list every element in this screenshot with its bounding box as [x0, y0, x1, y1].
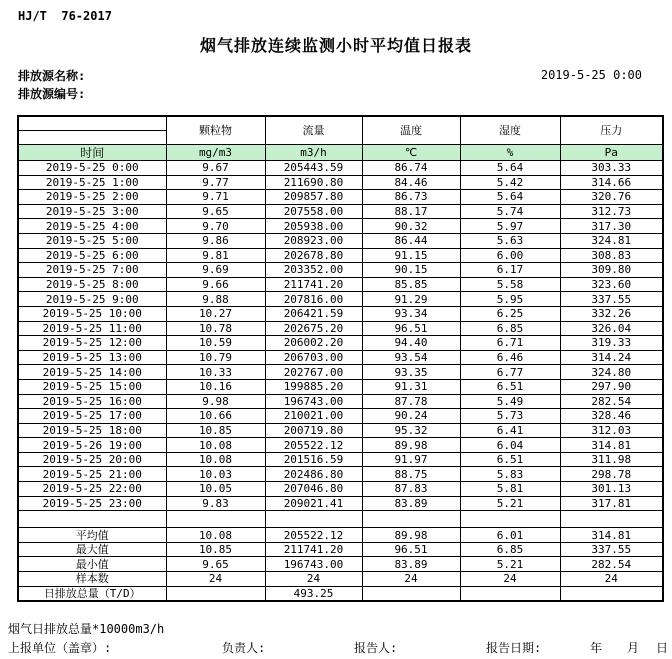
summary-value-cell: 24: [362, 572, 460, 587]
value-cell: 90.24: [362, 409, 460, 424]
value-cell: 317.30: [560, 219, 663, 234]
value-cell: 9.88: [166, 292, 265, 307]
table-row: [18, 233, 663, 248]
value-cell: 10.27: [166, 306, 265, 321]
value-cell: 96.51: [362, 321, 460, 336]
value-cell: 9.98: [166, 394, 265, 409]
time-cell: 2019-5-25 14:00: [18, 365, 166, 380]
report-date-label: 报告日期:: [486, 641, 542, 655]
summary-value-cell: 83.89: [362, 557, 460, 572]
value-cell: 298.78: [560, 467, 663, 482]
value-cell: 9.86: [166, 233, 265, 248]
summary-value-cell: 314.81: [560, 528, 663, 543]
summary-row: [18, 572, 663, 587]
summary-value-cell: 10.08: [166, 528, 265, 543]
value-cell: 203352.00: [265, 263, 362, 278]
summary-row: [18, 528, 663, 543]
time-cell: 2019-5-25 0:00: [18, 161, 166, 176]
value-cell: 326.04: [560, 321, 663, 336]
value-cell: 205443.59: [265, 161, 362, 176]
summary-value-cell: 6.85: [460, 542, 560, 557]
value-cell: 9.70: [166, 219, 265, 234]
table-row: [18, 394, 663, 409]
value-cell: 90.15: [362, 263, 460, 278]
time-cell: 2019-5-25 12:00: [18, 336, 166, 351]
value-cell: 9.71: [166, 190, 265, 205]
value-cell: 303.33: [560, 161, 663, 176]
value-cell: 314.24: [560, 350, 663, 365]
value-cell: 207046.80: [265, 482, 362, 497]
value-cell: 85.85: [362, 277, 460, 292]
value-cell: 87.78: [362, 394, 460, 409]
value-cell: 5.42: [460, 175, 560, 190]
value-cell: 83.89: [362, 496, 460, 511]
value-cell: 10.16: [166, 379, 265, 394]
report-unit-label: 上报单位（盖章）:: [8, 641, 112, 655]
time-cell: 2019-5-25 4:00: [18, 219, 166, 234]
value-cell: 6.51: [460, 452, 560, 467]
summary-value-cell: 24: [265, 572, 362, 587]
summary-value-cell: [166, 586, 265, 601]
table-row: [18, 190, 663, 205]
source-name-label: 排放源名称:: [18, 69, 86, 83]
value-cell: 5.21: [460, 496, 560, 511]
table-row: [18, 292, 663, 307]
value-cell: 6.77: [460, 365, 560, 380]
pollutant-header-cell: 流量: [265, 116, 362, 145]
summary-value-cell: 205522.12: [265, 528, 362, 543]
value-cell: 309.80: [560, 263, 663, 278]
value-cell: 199885.20: [265, 379, 362, 394]
value-cell: 5.97: [460, 219, 560, 234]
value-cell: 201516.59: [265, 452, 362, 467]
value-cell: 207816.00: [265, 292, 362, 307]
summary-value-cell: 6.01: [460, 528, 560, 543]
value-cell: 10.08: [166, 438, 265, 453]
summary-value-cell: 96.51: [362, 542, 460, 557]
summary-value-cell: 24: [460, 572, 560, 587]
value-cell: 86.74: [362, 161, 460, 176]
summary-label-cell: 日排放总量（T/D）: [18, 586, 166, 601]
time-cell: 2019-5-25 6:00: [18, 248, 166, 263]
value-cell: 6.51: [460, 379, 560, 394]
summary-value-cell: 282.54: [560, 557, 663, 572]
summary-value-cell: 337.55: [560, 542, 663, 557]
table-row: [18, 365, 663, 380]
value-cell: 5.63: [460, 233, 560, 248]
value-cell: 88.17: [362, 204, 460, 219]
value-cell: 323.60: [560, 277, 663, 292]
value-cell: 211741.20: [265, 277, 362, 292]
value-cell: 209857.80: [265, 190, 362, 205]
table-row: [18, 161, 663, 176]
value-cell: 328.46: [560, 409, 663, 424]
table-row: [18, 219, 663, 234]
value-cell: 91.29: [362, 292, 460, 307]
value-cell: 324.81: [560, 233, 663, 248]
summary-value-cell: [362, 586, 460, 601]
year-label: 年: [590, 641, 603, 655]
time-cell: 2019-5-25 1:00: [18, 175, 166, 190]
time-header-cell: 时间: [18, 145, 166, 161]
table-row: [18, 467, 663, 482]
data-rows: [18, 161, 663, 511]
month-label: 月: [627, 641, 640, 655]
value-cell: 6.00: [460, 248, 560, 263]
time-cell: 2019-5-25 15:00: [18, 379, 166, 394]
table-row: [18, 321, 663, 336]
responsible-person-label: 负责人:: [222, 641, 266, 655]
unit-cell: %: [460, 145, 560, 161]
value-cell: 9.81: [166, 248, 265, 263]
summary-value-cell: 89.98: [362, 528, 460, 543]
time-cell: 2019-5-25 11:00: [18, 321, 166, 336]
value-cell: 10.66: [166, 409, 265, 424]
value-cell: 205522.12: [265, 438, 362, 453]
summary-label-cell: 最大值: [18, 542, 166, 557]
value-cell: 91.31: [362, 379, 460, 394]
value-cell: 320.76: [560, 190, 663, 205]
value-cell: 93.34: [362, 306, 460, 321]
time-cell: 2019-5-25 9:00: [18, 292, 166, 307]
header-rows: [18, 116, 663, 161]
value-cell: 282.54: [560, 394, 663, 409]
corner-cell-bottom: [18, 131, 166, 145]
value-cell: 308.83: [560, 248, 663, 263]
value-cell: 208923.00: [265, 233, 362, 248]
header-row-top: [18, 116, 663, 131]
page-title: 烟气排放连续监测小时平均值日报表: [199, 36, 472, 55]
time-cell: 2019-5-25 10:00: [18, 306, 166, 321]
value-cell: 9.67: [166, 161, 265, 176]
value-cell: 6.04: [460, 438, 560, 453]
value-cell: 9.66: [166, 277, 265, 292]
table-row: [18, 409, 663, 424]
report-datetime: 2019-5-25 0:00: [540, 68, 642, 82]
value-cell: 337.55: [560, 292, 663, 307]
time-cell: 2019-5-25 8:00: [18, 277, 166, 292]
summary-label-cell: 平均值: [18, 528, 166, 543]
reporter-label: 报告人:: [354, 641, 398, 655]
table-row: [18, 204, 663, 219]
value-cell: 205938.00: [265, 219, 362, 234]
summary-value-cell: [560, 586, 663, 601]
table-row: [18, 248, 663, 263]
value-cell: 10.33: [166, 365, 265, 380]
value-cell: 86.73: [362, 190, 460, 205]
pollutant-header-cell: 湿度: [460, 116, 560, 145]
time-cell: 2019-5-25 20:00: [18, 452, 166, 467]
summary-row: [18, 557, 663, 572]
value-cell: 5.58: [460, 277, 560, 292]
summary-label-cell: 样本数: [18, 572, 166, 587]
summary-value-cell: 24: [560, 572, 663, 587]
value-cell: 206703.00: [265, 350, 362, 365]
value-cell: 10.08: [166, 452, 265, 467]
value-cell: 10.79: [166, 350, 265, 365]
value-cell: 206002.20: [265, 336, 362, 351]
value-cell: 93.35: [362, 365, 460, 380]
table-row: [18, 350, 663, 365]
pollutant-header-cell: 颗粒物: [166, 116, 265, 145]
value-cell: 319.33: [560, 336, 663, 351]
value-cell: 314.66: [560, 175, 663, 190]
table-row: [18, 263, 663, 278]
corner-cell-top: [18, 116, 166, 131]
value-cell: 202486.80: [265, 467, 362, 482]
time-cell: 2019-5-26 19:00: [18, 438, 166, 453]
unit-cell: mg/m3: [166, 145, 265, 161]
value-cell: 297.90: [560, 379, 663, 394]
value-cell: 5.95: [460, 292, 560, 307]
value-cell: 6.85: [460, 321, 560, 336]
summary-value-cell: 196743.00: [265, 557, 362, 572]
value-cell: 6.25: [460, 306, 560, 321]
value-cell: 202678.80: [265, 248, 362, 263]
unit-cell: ℃: [362, 145, 460, 161]
value-cell: 209021.41: [265, 496, 362, 511]
monitoring-table: [17, 115, 664, 602]
value-cell: 5.74: [460, 204, 560, 219]
value-cell: 312.73: [560, 204, 663, 219]
unit-cell: m3/h: [265, 145, 362, 161]
summary-value-cell: 10.85: [166, 542, 265, 557]
table-row: [18, 482, 663, 497]
value-cell: 5.83: [460, 467, 560, 482]
time-cell: 2019-5-25 21:00: [18, 467, 166, 482]
value-cell: 10.03: [166, 467, 265, 482]
value-cell: 9.83: [166, 496, 265, 511]
table-row: [18, 438, 663, 453]
value-cell: 6.41: [460, 423, 560, 438]
value-cell: 10.85: [166, 423, 265, 438]
value-cell: 210021.00: [265, 409, 362, 424]
table-row: [18, 496, 663, 511]
value-cell: 87.83: [362, 482, 460, 497]
value-cell: 88.75: [362, 467, 460, 482]
value-cell: 6.17: [460, 263, 560, 278]
time-cell: 2019-5-25 17:00: [18, 409, 166, 424]
summary-value-cell: 24: [166, 572, 265, 587]
value-cell: 311.98: [560, 452, 663, 467]
value-cell: 202767.00: [265, 365, 362, 380]
value-cell: 5.81: [460, 482, 560, 497]
unit-cell: Pa: [560, 145, 663, 161]
value-cell: 94.40: [362, 336, 460, 351]
value-cell: 317.81: [560, 496, 663, 511]
value-cell: 9.77: [166, 175, 265, 190]
summary-label-cell: 最小值: [18, 557, 166, 572]
table-row: [18, 306, 663, 321]
value-cell: 6.46: [460, 350, 560, 365]
value-cell: 312.03: [560, 423, 663, 438]
value-cell: 332.26: [560, 306, 663, 321]
spacer-row: [18, 511, 663, 528]
value-cell: 9.69: [166, 263, 265, 278]
value-cell: 10.59: [166, 336, 265, 351]
value-cell: 91.97: [362, 452, 460, 467]
value-cell: 200719.80: [265, 423, 362, 438]
summary-value-cell: 211741.20: [265, 542, 362, 557]
value-cell: 5.64: [460, 190, 560, 205]
value-cell: 6.71: [460, 336, 560, 351]
summary-value-cell: [460, 586, 560, 601]
value-cell: 206421.59: [265, 306, 362, 321]
value-cell: 207558.00: [265, 204, 362, 219]
value-cell: 93.54: [362, 350, 460, 365]
value-cell: 324.80: [560, 365, 663, 380]
time-cell: 2019-5-25 5:00: [18, 233, 166, 248]
value-cell: 90.32: [362, 219, 460, 234]
source-code-label: 排放源编号:: [18, 87, 86, 101]
value-cell: 10.78: [166, 321, 265, 336]
value-cell: 301.13: [560, 482, 663, 497]
table-row: [18, 277, 663, 292]
time-cell: 2019-5-25 13:00: [18, 350, 166, 365]
value-cell: 91.15: [362, 248, 460, 263]
summary-row: [18, 586, 663, 601]
standard-number: HJ/T 76-2017: [18, 9, 112, 23]
time-cell: 2019-5-25 23:00: [18, 496, 166, 511]
value-cell: 196743.00: [265, 394, 362, 409]
value-cell: 89.98: [362, 438, 460, 453]
day-label: 日: [656, 641, 669, 655]
value-cell: 5.64: [460, 161, 560, 176]
value-cell: 86.44: [362, 233, 460, 248]
value-cell: 5.49: [460, 394, 560, 409]
value-cell: 211690.80: [265, 175, 362, 190]
value-cell: 202675.20: [265, 321, 362, 336]
table-row: [18, 336, 663, 351]
summary-section: [18, 511, 663, 601]
value-cell: 84.46: [362, 175, 460, 190]
summary-value-cell: 493.25: [265, 586, 362, 601]
time-cell: 2019-5-25 3:00: [18, 204, 166, 219]
footnote: 烟气日排放总量*10000m3/h: [8, 622, 165, 636]
time-cell: 2019-5-25 2:00: [18, 190, 166, 205]
summary-value-cell: 5.21: [460, 557, 560, 572]
value-cell: 314.81: [560, 438, 663, 453]
summary-value-cell: 9.65: [166, 557, 265, 572]
time-cell: 2019-5-25 22:00: [18, 482, 166, 497]
table-row: [18, 175, 663, 190]
table-row: [18, 452, 663, 467]
pollutant-header-cell: 压力: [560, 116, 663, 145]
table-row: [18, 379, 663, 394]
time-cell: 2019-5-25 16:00: [18, 394, 166, 409]
summary-row: [18, 542, 663, 557]
table-row: [18, 423, 663, 438]
value-cell: 95.32: [362, 423, 460, 438]
unit-header-row: [18, 145, 663, 161]
value-cell: 10.05: [166, 482, 265, 497]
value-cell: 5.73: [460, 409, 560, 424]
time-cell: 2019-5-25 7:00: [18, 263, 166, 278]
value-cell: 9.65: [166, 204, 265, 219]
pollutant-header-cell: 温度: [362, 116, 460, 145]
time-cell: 2019-5-25 18:00: [18, 423, 166, 438]
